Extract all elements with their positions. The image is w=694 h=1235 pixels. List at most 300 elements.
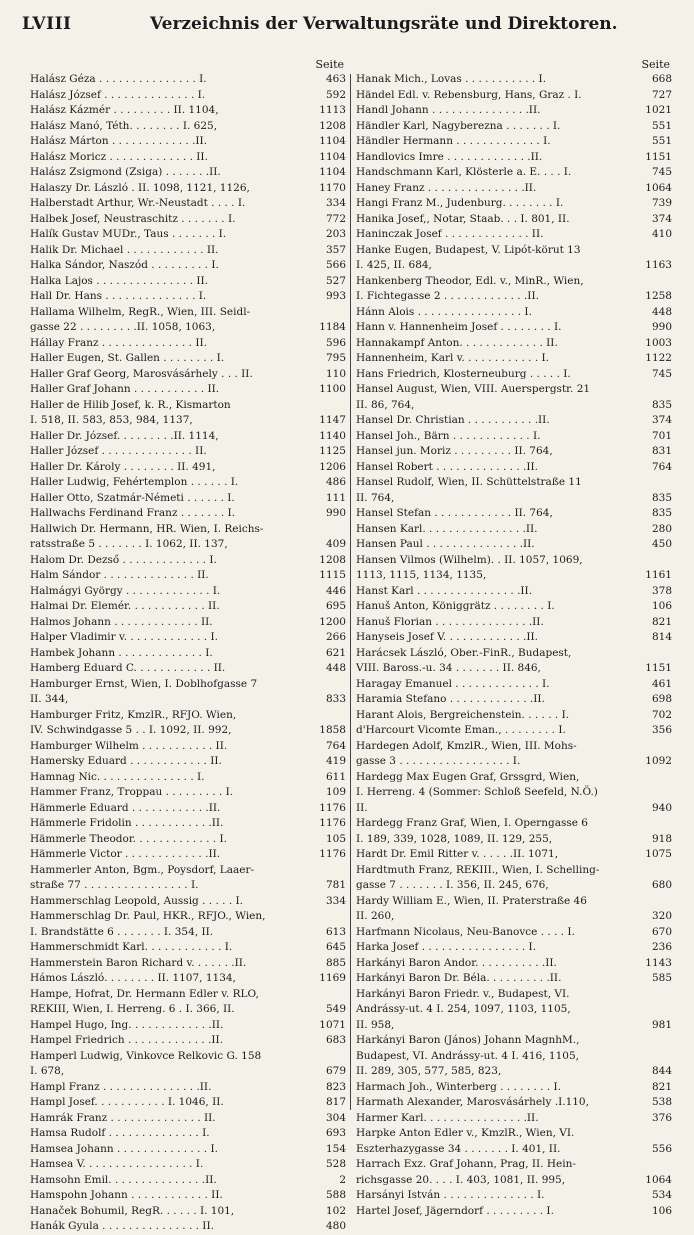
entry-page: 668 xyxy=(651,73,672,85)
index-entry xyxy=(30,429,346,445)
entry-text: Haller de Hilib Josef, k. R., Kismarton xyxy=(30,398,231,411)
entry-text: Hamsohn Emil. . . . . . . . . . . . . . .II. xyxy=(30,1173,217,1186)
index-entry xyxy=(30,739,346,755)
index-entry xyxy=(356,243,672,259)
entry-text: Hankenberg Theodor, Edl. v., MinR., Wien, xyxy=(356,274,584,287)
index-entry xyxy=(30,801,346,817)
entry-text: Hämmerle Victor . . . . . . . . . . . . .II. xyxy=(30,848,221,860)
entry-text: Halbek Josef, Neustraschitz . . . . . . . I. xyxy=(30,212,236,225)
entry-text: Hamburger Wilhelm . . . . . . . . . . . II. xyxy=(30,739,228,752)
entry-text: Halík Gustav MUDr., Taus . . . . . . . I. xyxy=(30,228,227,240)
index-entry xyxy=(30,227,346,243)
entry-text: I. 189, 339, 1028, 1089, II. 129, 255, xyxy=(356,832,553,845)
entry-page: 611 xyxy=(325,770,346,783)
entry-text: Hallama Wilhelm, RegR., Wien, III. Seidl- xyxy=(30,305,251,318)
entry-text: Händler Hermann . . . . . . . . . . . . . I. xyxy=(356,135,551,147)
entry-page: 702 xyxy=(651,708,672,721)
entry-text: Hardtmuth Franz, REKIII., Wien, I. Schelling- xyxy=(356,863,600,876)
index-entry xyxy=(356,351,672,367)
index-entry xyxy=(356,801,672,817)
entry-text: Hansen Vilmos (Wilhelm). . II. 1057, 1069, xyxy=(356,553,583,566)
entry-page: 1100 xyxy=(319,383,346,395)
entry-text: Hansen Karl. . . . . . . . . . . . . . . .II. xyxy=(356,522,538,535)
index-entry xyxy=(356,863,672,879)
entry-text: Halmágyi György . . . . . . . . . . . . . I. xyxy=(30,584,221,597)
index-entry xyxy=(356,289,672,305)
index-entry xyxy=(356,1002,672,1018)
index-entry xyxy=(356,940,672,956)
entry-page: 1143 xyxy=(645,956,672,969)
entry-text: II. 260, xyxy=(356,910,395,922)
index-entry xyxy=(30,336,346,352)
entry-text: II. 958, xyxy=(356,1018,395,1031)
entry-page: 1125 xyxy=(319,445,346,457)
entry-page: 304 xyxy=(325,1111,346,1124)
index-entry xyxy=(30,150,346,166)
entry-text: Harka Josef . . . . . . . . . . . . . . . . I. xyxy=(356,941,537,953)
entry-page: 821 xyxy=(651,615,672,628)
index-entry xyxy=(30,491,346,507)
entry-page: 680 xyxy=(651,879,672,891)
index-entry xyxy=(30,165,346,181)
entry-text: Hampl Josef. . . . . . . . . . . I. 1046, II. xyxy=(30,1096,224,1108)
entry-page: 2 xyxy=(339,1173,346,1186)
entry-text: gasse 7 . . . . . . . I. 356, II. 245, 676, xyxy=(356,879,549,891)
page-number: LVIII xyxy=(22,14,72,34)
entry-text: Hampe, Hofrat, Dr. Hermann Edler v. RLO, xyxy=(30,987,259,1000)
entry-text: Hardy William E., Wien, II. Praterstraße 46 xyxy=(356,894,587,907)
index-entry xyxy=(30,646,346,662)
entry-page: 549 xyxy=(325,1003,346,1015)
index-entry xyxy=(356,847,672,863)
entry-text: II. xyxy=(356,801,368,814)
index-entry xyxy=(30,444,346,460)
index-entry xyxy=(30,584,346,600)
entry-text: Hampl Franz . . . . . . . . . . . . . . .II. xyxy=(30,1080,212,1093)
index-entry xyxy=(30,1126,346,1142)
entry-page: 409 xyxy=(325,538,346,550)
entry-text: I. 425, II. 684, xyxy=(356,259,432,271)
entry-text: Harmer Karl. . . . . . . . . . . . . . . .II. xyxy=(356,1111,539,1124)
entry-text: Harant Alois, Bergreichenstein. . . . . . I. xyxy=(356,708,570,721)
entry-text: Harsányi István . . . . . . . . . . . . . . I. xyxy=(356,1189,545,1201)
entry-page: 1064 xyxy=(645,181,672,194)
entry-text: Handschmann Karl, Klösterle a. E. . . . I. xyxy=(356,166,572,178)
entry-page: 1003 xyxy=(645,336,672,349)
entry-text: Hardegg Max Eugen Graf, Grssgrd, Wien, xyxy=(356,770,580,783)
index-entry xyxy=(30,971,346,987)
entry-text: Hammerschlag Dr. Paul, HKR., RFJO., Wien, xyxy=(30,910,266,922)
entry-text: Hammer Franz, Troppau . . . . . . . . . I. xyxy=(30,786,234,798)
entry-text: Hämmerle Eduard . . . . . . . . . . . .II. xyxy=(30,801,221,814)
entry-text: Hamrák Franz . . . . . . . . . . . . . . II. xyxy=(30,1111,216,1124)
entry-text: Hamsea V. . . . . . . . . . . . . . . . . I. xyxy=(30,1158,204,1170)
entry-text: Andrássy-ut. 4 I. 254, 1097, 1103, 1105, xyxy=(356,1003,571,1015)
entry-text: Haller Dr. Károly . . . . . . . . II. 491, xyxy=(30,460,216,473)
entry-page: 551 xyxy=(651,135,672,147)
index-entry xyxy=(30,103,346,119)
index-entry xyxy=(30,863,346,879)
index-entry xyxy=(30,1033,346,1049)
entry-page: 981 xyxy=(651,1018,672,1031)
entry-text: Hampel Hugo, Ing. . . . . . . . . . . . .II. xyxy=(30,1018,224,1031)
entry-page: 1104 xyxy=(319,166,346,178)
entry-text: Harácsek László, Ober.-FinR., Budapest, xyxy=(356,646,572,659)
entry-page: 695 xyxy=(325,600,346,612)
entry-page: 764 xyxy=(325,739,346,752)
entry-text: Hammerstein Baron Richard v. . . . . . .II. xyxy=(30,956,247,969)
index-entry xyxy=(30,677,346,693)
entry-page: 461 xyxy=(651,677,672,690)
entry-text: Halberstadt Arthur, Wr.-Neustadt . . . . I. xyxy=(30,197,246,209)
entry-text: Haney Franz . . . . . . . . . . . . . . .II. xyxy=(356,181,537,194)
entry-text: II. 289, 305, 577, 585, 823, xyxy=(356,1065,502,1077)
entry-page: 203 xyxy=(325,228,346,240)
entry-page: 419 xyxy=(325,755,346,767)
entry-text: IV. Schwindgasse 5 . . I. 1092, II. 992, xyxy=(30,724,232,736)
entry-text: Hánn Alois . . . . . . . . . . . . . . . . I. xyxy=(356,305,532,318)
index-entry xyxy=(30,692,346,708)
entry-page: 1184 xyxy=(319,321,346,333)
entry-text: Halka Sándor, Naszód . . . . . . . . . I. xyxy=(30,259,219,271)
index-entry xyxy=(30,88,346,104)
entry-text: gasse 22 . . . . . . . . .II. 1058, 1063, xyxy=(30,321,216,333)
entry-text: Halász József . . . . . . . . . . . . . . I. xyxy=(30,88,206,101)
entry-page: 1147 xyxy=(319,414,346,426)
entry-page: 1064 xyxy=(645,1173,672,1186)
index-entry xyxy=(30,894,346,910)
entry-text: richsgasse 20. . . . I. 403, 1081, II. 995, xyxy=(356,1173,566,1186)
index-entry xyxy=(356,320,672,336)
index-entry xyxy=(356,708,672,724)
entry-text: I. Herreng. 4 (Sommer: Schloß Seefeld, N.Ö.) xyxy=(356,786,598,798)
entry-text: Hanaček Bohumil, RegR. . . . . . I. 101, xyxy=(30,1204,235,1217)
entry-text: Harkányi Baron Dr. Béla. . . . . . . . . .II. xyxy=(356,972,562,984)
index-entry xyxy=(30,723,346,739)
entry-page: 1151 xyxy=(645,150,672,163)
entry-text: I. 678, xyxy=(30,1065,65,1077)
index-entry xyxy=(356,103,672,119)
entry-page: 486 xyxy=(325,476,346,488)
entry-text: Hanst Karl . . . . . . . . . . . . . . . .II. xyxy=(356,584,533,597)
entry-text: Harrach Exz. Graf Johann, Prag, II. Hein- xyxy=(356,1158,576,1170)
entry-text: Halmai Dr. Elemér. . . . . . . . . . . . II. xyxy=(30,600,220,612)
entry-text: Hallwachs Ferdinand Franz . . . . . . . I. xyxy=(30,507,236,519)
index-entry xyxy=(30,398,346,414)
entry-text: Hartel Josef, Jägerndorf . . . . . . . . . I. xyxy=(356,1204,554,1217)
entry-text: 1113, 1115, 1134, 1135, xyxy=(356,569,487,581)
index-entry xyxy=(30,243,346,259)
index-entry xyxy=(356,723,672,739)
entry-page: 102 xyxy=(325,1204,346,1217)
entry-text: Hardt Dr. Emil Ritter v. . . . . .II. 1071, xyxy=(356,848,559,860)
index-entry xyxy=(30,956,346,972)
entry-page: 1092 xyxy=(645,755,672,767)
entry-page: 1163 xyxy=(645,259,672,271)
index-entry xyxy=(356,646,672,662)
index-entry xyxy=(356,165,672,181)
index-entry xyxy=(356,599,672,615)
entry-page: 1021 xyxy=(645,104,672,116)
entry-page: 1200 xyxy=(319,615,346,628)
entry-page: 670 xyxy=(651,925,672,938)
entry-page: 374 xyxy=(651,414,672,426)
entry-text: Hansel August, Wien, VIII. Auerspergstr. 21 xyxy=(356,383,591,395)
entry-page: 993 xyxy=(325,290,346,302)
index-entry xyxy=(30,615,346,631)
entry-text: II. 86, 764, xyxy=(356,398,415,411)
entry-text: Hannakampf Anton. . . . . . . . . . . . . II. xyxy=(356,336,558,349)
entry-page: 1161 xyxy=(645,569,672,581)
entry-text: Halász Manó, Téth. . . . . . . . I. 625, xyxy=(30,119,218,132)
index-entry xyxy=(356,1018,672,1034)
entry-page: 1170 xyxy=(319,181,346,194)
entry-text: Harfmann Nicolaus, Neu-Banovce . . . . I. xyxy=(356,925,575,938)
entry-page: 111 xyxy=(325,491,346,504)
entry-text: VIII. Baross.-u. 34 . . . . . . . II. 846, xyxy=(356,662,541,674)
index-entry xyxy=(356,677,672,693)
index-entry xyxy=(30,661,346,677)
index-entry xyxy=(30,506,346,522)
index-entry xyxy=(30,770,346,786)
entry-text: I. Brandstätte 6 . . . . . . . I. 354, II. xyxy=(30,925,214,938)
entry-text: Hanuš Anton, Königgrätz . . . . . . . . I. xyxy=(356,600,555,612)
entry-text: Halik Dr. Michael . . . . . . . . . . . . II. xyxy=(30,243,219,256)
index-entry xyxy=(356,584,672,600)
index-entry xyxy=(30,1157,346,1173)
index-entry xyxy=(356,1204,672,1220)
index-columns xyxy=(30,58,672,1232)
index-entry xyxy=(356,692,672,708)
index-entry xyxy=(30,460,346,476)
entry-page: 448 xyxy=(651,305,672,318)
entry-text: Haller Graf Johann . . . . . . . . . . . II. xyxy=(30,383,220,395)
entry-page: 727 xyxy=(651,88,672,101)
index-entry xyxy=(356,615,672,631)
entry-page: 1208 xyxy=(319,119,346,132)
entry-text: Hanák Gyula . . . . . . . . . . . . . . . II. xyxy=(30,1220,214,1232)
index-entry xyxy=(356,1064,672,1080)
entry-page: 110 xyxy=(325,367,346,380)
index-entry xyxy=(30,181,346,197)
entry-text: Hamersky Eduard . . . . . . . . . . . . II. xyxy=(30,755,222,767)
entry-text: II. 344, xyxy=(30,693,69,705)
entry-page: 835 xyxy=(651,491,672,504)
entry-page: 376 xyxy=(651,1111,672,1124)
entry-text: Haller Dr. József. . . . . . . . .II. 1114, xyxy=(30,429,219,442)
index-entry xyxy=(30,847,346,863)
entry-text: Haramia Stefano . . . . . . . . . . . . .II. xyxy=(356,693,545,705)
entry-text: Hambek Johann . . . . . . . . . . . . . I. xyxy=(30,646,213,659)
index-entry xyxy=(356,88,672,104)
entry-text: Händel Edl. v. Rebensburg, Hans, Graz . I. xyxy=(356,88,582,101)
index-entry xyxy=(356,227,672,243)
entry-page: 745 xyxy=(651,367,672,380)
entry-page: 1104 xyxy=(319,150,346,163)
entry-page: 831 xyxy=(651,445,672,457)
entry-text: Hampel Friedrich . . . . . . . . . . . . .II. xyxy=(30,1034,224,1046)
entry-text: Hannenheim, Karl v. . . . . . . . . . . . I. xyxy=(356,352,549,364)
entry-page: 1858 xyxy=(319,724,346,736)
index-entry xyxy=(356,1033,672,1049)
index-entry xyxy=(356,754,672,770)
entry-page: 538 xyxy=(651,1096,672,1108)
entry-page: 772 xyxy=(325,212,346,225)
entry-page: 940 xyxy=(651,801,672,814)
entry-page: 534 xyxy=(651,1189,672,1201)
entry-text: Budapest, VI. Andrássy-ut. 4 I. 416, 1105, xyxy=(356,1049,579,1062)
entry-text: Hämmerle Theodor. . . . . . . . . . . . . I. xyxy=(30,832,227,845)
entry-text: Hamsa Rudolf . . . . . . . . . . . . . . I. xyxy=(30,1127,210,1139)
entry-page: 334 xyxy=(325,197,346,209)
index-entry xyxy=(30,1142,346,1158)
index-entry xyxy=(30,274,346,290)
index-entry xyxy=(30,1080,346,1096)
index-entry xyxy=(30,816,346,832)
index-entry xyxy=(356,460,672,476)
index-entry xyxy=(30,289,346,305)
entry-text: gasse 3 . . . . . . . . . . . . . . . . . I. xyxy=(356,755,521,767)
index-entry xyxy=(30,1173,346,1189)
entry-text: Harkányi Baron (János) Johann MagnhM., xyxy=(356,1034,580,1046)
index-entry xyxy=(30,1188,346,1204)
entry-page: 448 xyxy=(325,662,346,674)
entry-page: 236 xyxy=(651,941,672,953)
index-entry xyxy=(30,537,346,553)
entry-page: 320 xyxy=(651,910,672,922)
entry-text: Hamsea Johann . . . . . . . . . . . . . . I. xyxy=(30,1142,218,1155)
entry-text: Hansen Paul . . . . . . . . . . . . . . .II. xyxy=(356,538,535,550)
index-entry xyxy=(30,568,346,584)
entry-page: 463 xyxy=(325,73,346,85)
entry-page: 701 xyxy=(651,429,672,442)
index-entry xyxy=(356,475,672,491)
index-entry xyxy=(30,599,346,615)
entry-text: Haninczak Josef . . . . . . . . . . . . . II. xyxy=(356,228,544,240)
entry-text: Hamnag Nic. . . . . . . . . . . . . . . I. xyxy=(30,770,205,783)
entry-text: Halper Vladimir v. . . . . . . . . . . . . I. xyxy=(30,631,218,643)
index-entry xyxy=(30,320,346,336)
index-entry xyxy=(30,1064,346,1080)
index-entry xyxy=(356,770,672,786)
index-entry xyxy=(356,630,672,646)
entry-text: Harmach Joh., Winterberg . . . . . . . . I. xyxy=(356,1080,562,1093)
index-entry xyxy=(356,522,672,538)
index-entry xyxy=(30,367,346,383)
index-entry xyxy=(356,429,672,445)
index-entry xyxy=(30,522,346,538)
index-entry xyxy=(356,119,672,135)
entry-text: Hansel Robert . . . . . . . . . . . . . .II. xyxy=(356,460,538,473)
entry-page: 556 xyxy=(651,1142,672,1155)
index-entry xyxy=(356,1095,672,1111)
index-entry xyxy=(30,708,346,724)
index-entry xyxy=(30,1111,346,1127)
entry-page: 450 xyxy=(651,538,672,550)
entry-text: Halaszy Dr. László . II. 1098, 1121, 1126, xyxy=(30,181,250,194)
entry-page: 1122 xyxy=(645,352,672,364)
entry-page: 645 xyxy=(325,941,346,953)
entry-page: 446 xyxy=(325,584,346,597)
entry-page: 764 xyxy=(651,460,672,473)
entry-page: 596 xyxy=(325,336,346,349)
entry-page: 105 xyxy=(325,832,346,845)
index-entry xyxy=(356,1157,672,1173)
right-column xyxy=(356,58,672,1217)
entry-page: 410 xyxy=(651,228,672,240)
index-entry xyxy=(30,212,346,228)
entry-text: Hanika Josef,, Notar, Staab. . . I. 801, II. xyxy=(356,212,570,225)
index-entry xyxy=(356,212,672,228)
entry-page: 528 xyxy=(325,1158,346,1170)
entry-page: 1151 xyxy=(645,662,672,674)
entry-page: 823 xyxy=(325,1080,346,1093)
entry-text: Hansel Stefan . . . . . . . . . . . . II. 764, xyxy=(356,507,553,519)
entry-page: 795 xyxy=(325,352,346,364)
entry-page: 835 xyxy=(651,507,672,519)
entry-page: 1258 xyxy=(645,290,672,302)
entry-page: 1176 xyxy=(319,848,346,860)
entry-page: 1115 xyxy=(319,569,346,581)
entry-page: 334 xyxy=(325,894,346,907)
entry-text: Halász Kázmér . . . . . . . . . II. 1104, xyxy=(30,104,219,116)
index-entry xyxy=(30,382,346,398)
index-entry xyxy=(356,491,672,507)
index-entry xyxy=(356,1111,672,1127)
entry-text: Hallwich Dr. Hermann, HR. Wien, I. Reichs- xyxy=(30,522,264,535)
entry-page: 357 xyxy=(325,243,346,256)
entry-page: 814 xyxy=(651,631,672,643)
entry-text: Harkányi Baron Friedr. v., Budapest, VI. xyxy=(356,987,570,1000)
entry-page: 106 xyxy=(651,1204,672,1217)
index-entry xyxy=(30,1018,346,1034)
entry-text: Hansel Joh., Bärn . . . . . . . . . . . . I. xyxy=(356,429,541,442)
index-entry xyxy=(30,553,346,569)
index-entry xyxy=(356,305,672,321)
entry-page: 1206 xyxy=(319,460,346,473)
entry-text: Haller Graf Georg, Marosvásárhely . . . II. xyxy=(30,367,253,380)
index-entry xyxy=(30,72,346,88)
entry-text: Halász Géza . . . . . . . . . . . . . . . I. xyxy=(30,73,207,85)
entry-text: Hanyseis Josef V. . . . . . . . . . . . .II. xyxy=(356,631,538,643)
entry-text: Hammerschmidt Karl. . . . . . . . . . . . I. xyxy=(30,941,233,953)
index-entry xyxy=(30,1049,346,1065)
entry-text: I. 518, II. 583, 853, 984, 1137, xyxy=(30,414,193,426)
index-entry xyxy=(356,661,672,677)
index-entry xyxy=(356,832,672,848)
index-entry xyxy=(356,382,672,398)
entry-page: 918 xyxy=(651,832,672,845)
index-entry xyxy=(30,134,346,150)
entry-page: 1113 xyxy=(319,104,346,116)
index-entry xyxy=(356,553,672,569)
index-entry xyxy=(356,72,672,88)
entry-page: 835 xyxy=(651,398,672,411)
entry-page: 109 xyxy=(325,786,346,798)
entry-text: Hamberg Eduard C. . . . . . . . . . . . II. xyxy=(30,662,226,674)
entry-page: 683 xyxy=(325,1034,346,1046)
index-entry xyxy=(356,506,672,522)
entry-text: Hardegen Adolf, KmzlR., Wien, III. Mohs- xyxy=(356,739,577,752)
index-entry xyxy=(30,925,346,941)
index-entry xyxy=(356,1080,672,1096)
entry-text: Hämmerle Fridolin . . . . . . . . . . . .II. xyxy=(30,817,224,829)
entry-text: Harmath Alexander, Marosvásárhely .I.110, xyxy=(356,1096,589,1108)
index-entry xyxy=(30,785,346,801)
entry-text: d'Harcourt Vicomte Eman., . . . . . . . . I. xyxy=(356,724,566,736)
entry-page: 592 xyxy=(325,88,346,101)
entry-page: 693 xyxy=(325,1127,346,1139)
